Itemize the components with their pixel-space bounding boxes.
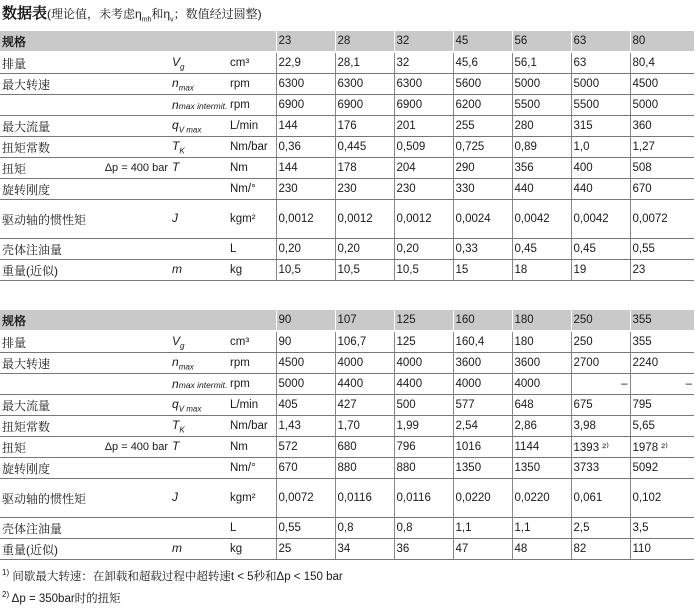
cell-value: 28,1: [335, 52, 394, 74]
cell-value: 34: [335, 539, 394, 560]
table-row: [0, 458, 694, 479]
table-row: [0, 158, 694, 179]
row-unit: L/min: [228, 116, 276, 137]
cell-value: 2700: [571, 353, 630, 374]
table-row: [0, 395, 694, 416]
cell-value: 5000: [276, 374, 335, 395]
row-symbol: [170, 331, 228, 353]
cell-value: 0,061: [571, 479, 630, 518]
symbol-subscript: K: [179, 425, 185, 435]
cell-value: 0,0116: [335, 479, 394, 518]
cell-value: 230: [335, 179, 394, 200]
cell-value: 5000: [571, 74, 630, 95]
cell-value: 0,445: [335, 137, 394, 158]
cell-value: 0,102: [630, 479, 694, 518]
symbol-subscript: g: [180, 62, 185, 72]
size-header: 355: [630, 310, 694, 331]
cell-value: 180: [512, 331, 571, 353]
cell-value: 1,27: [630, 137, 694, 158]
row-name: 扭矩: [0, 437, 100, 458]
cell-value: 648: [512, 395, 571, 416]
cell-value: 6900: [335, 95, 394, 116]
cell-value: 4000: [453, 374, 512, 395]
row-unit: rpm: [228, 374, 276, 395]
symbol-letter: m: [172, 261, 182, 276]
row-unit: Nm: [228, 437, 276, 458]
row-name: 壳体注油量: [0, 518, 100, 539]
size-header: 63: [571, 31, 630, 52]
footnote-1: $^{1)}$ 间歇最大转速：在卸载和超载过程中超转速t < 5秒和Δp < 150 bar: [2, 568, 343, 583]
row-symbol: [170, 137, 228, 158]
row-condition: [100, 518, 170, 539]
row-condition: [100, 353, 170, 374]
cell-value: 0,55: [630, 239, 694, 260]
cell-value: 18: [512, 260, 571, 281]
symbol-letter: n: [172, 354, 179, 369]
cell-value: 10,5: [394, 260, 453, 281]
row-name: 重量(近似): [0, 260, 100, 281]
symbol-subscript: V max: [178, 404, 202, 414]
cell-value: 796: [394, 437, 453, 458]
cell-value: 10,5: [335, 260, 394, 281]
table-row: [0, 137, 694, 158]
cell-value: 427: [335, 395, 394, 416]
cell-value: 82: [571, 539, 630, 560]
row-unit: Nm: [228, 158, 276, 179]
cell-value: 19: [571, 260, 630, 281]
cell-value: 880: [335, 458, 394, 479]
symbol-letter: n: [172, 377, 179, 391]
row-unit: kg: [228, 539, 276, 560]
cell-value: 4500: [630, 74, 694, 95]
title-main: 数据表: [2, 5, 48, 22]
symbol-subscript: K: [179, 146, 185, 156]
size-header: 56: [512, 31, 571, 52]
row-symbol: [170, 260, 228, 281]
cell-value: 572: [276, 437, 335, 458]
cell-value: 1,0: [571, 137, 630, 158]
cell-value: 577: [453, 395, 512, 416]
cell-value: 280: [512, 116, 571, 137]
row-unit: rpm: [228, 74, 276, 95]
cell-value: 675: [571, 395, 630, 416]
symbol-letter: n: [172, 98, 179, 112]
row-condition: [100, 458, 170, 479]
symbol-letter: J: [172, 489, 178, 504]
cell-value: 1,1: [453, 518, 512, 539]
cell-value: 0,0220: [512, 479, 571, 518]
table-row: [0, 239, 694, 260]
size-header: 160: [453, 310, 512, 331]
cell-value: 680: [335, 437, 394, 458]
symbol-sub-text: max intermit.: [178, 101, 228, 111]
cell-value: 47: [453, 539, 512, 560]
row-name: [0, 374, 100, 395]
table-row: [0, 353, 694, 374]
cell-value: 1,43: [276, 416, 335, 437]
cell-value: 500: [394, 395, 453, 416]
cell-value: 795: [630, 395, 694, 416]
row-name: 扭矩常数: [0, 416, 100, 437]
cell-value: 3600: [512, 353, 571, 374]
cell-value: 1350: [453, 458, 512, 479]
cell-value: 315: [571, 116, 630, 137]
cell-value: 6200: [453, 95, 512, 116]
row-condition: [100, 137, 170, 158]
cell-value: 0,33: [453, 239, 512, 260]
size-header: 45: [453, 31, 512, 52]
cell-value: 4400: [335, 374, 394, 395]
cell-value: 5,65: [630, 416, 694, 437]
row-symbol: [170, 518, 228, 539]
row-condition: Δp = 400 bar: [100, 437, 170, 458]
row-condition: [100, 74, 170, 95]
cell-value: 440: [571, 179, 630, 200]
cell-value: 0,0072: [630, 200, 694, 239]
cell-value: 360: [630, 116, 694, 137]
cell-value: 4000: [335, 353, 394, 374]
cell-value: 6900: [394, 95, 453, 116]
cell-value: 0,55: [276, 518, 335, 539]
cell-value: 5000: [512, 74, 571, 95]
row-name: [0, 95, 100, 116]
symbol-subscript: [179, 380, 228, 390]
symbol-letter: T: [172, 159, 180, 174]
cell-value: 1350: [512, 458, 571, 479]
cell-value: 670: [276, 458, 335, 479]
row-symbol: [170, 95, 228, 116]
symbol-letter: n: [172, 75, 179, 90]
cell-value: 110: [630, 539, 694, 560]
row-unit: Nm/°: [228, 458, 276, 479]
cell-value: 0,89: [512, 137, 571, 158]
cell-value: 3733: [571, 458, 630, 479]
row-unit: L: [228, 239, 276, 260]
symbol-letter: V: [172, 54, 181, 69]
cell-value: 1016: [453, 437, 512, 458]
row-symbol: [170, 353, 228, 374]
row-condition: [100, 200, 170, 239]
symbol-footnote-mark: [227, 99, 228, 107]
cell-value: 63: [571, 52, 630, 74]
row-unit: Nm/bar: [228, 416, 276, 437]
cell-value: –: [630, 374, 694, 395]
size-header: 90: [276, 310, 335, 331]
cell-value: 230: [276, 179, 335, 200]
cell-value: 10,5: [276, 260, 335, 281]
table-row: [0, 331, 694, 353]
row-condition: [100, 239, 170, 260]
row-name: 重量(近似): [0, 539, 100, 560]
size-header: 180: [512, 310, 571, 331]
row-unit: rpm: [228, 353, 276, 374]
symbol-letter: q: [172, 396, 179, 411]
row-condition: Δp = 400 bar: [100, 158, 170, 179]
cell-value: 201: [394, 116, 453, 137]
header-label: 规格: [0, 31, 276, 52]
row-condition: [100, 539, 170, 560]
table-row: [0, 374, 694, 395]
row-symbol: [170, 239, 228, 260]
row-condition: [100, 95, 170, 116]
cell-value: 5092: [630, 458, 694, 479]
row-condition: [100, 479, 170, 518]
cell-value: 1,1: [512, 518, 571, 539]
cell-value: 106,7: [335, 331, 394, 353]
cell-value: 0,45: [571, 239, 630, 260]
spec-table-2: [0, 310, 694, 560]
table-header-row: [0, 31, 694, 52]
symbol-letter: J: [172, 210, 178, 225]
size-header: 23: [276, 31, 335, 52]
row-symbol: [170, 179, 228, 200]
cell-value: 5000: [630, 95, 694, 116]
row-unit: Nm/bar: [228, 137, 276, 158]
cell-value: 204: [394, 158, 453, 179]
cell-value: 80,4: [630, 52, 694, 74]
cell-value: 1144: [512, 437, 571, 458]
row-unit: cm³: [228, 52, 276, 74]
cell-value: 1978 ²⁾: [630, 437, 694, 458]
cell-value: 0,0042: [512, 200, 571, 239]
size-header: 80: [630, 31, 694, 52]
symbol-subscript: V max: [178, 125, 202, 135]
row-unit: L: [228, 518, 276, 539]
row-condition: [100, 116, 170, 137]
symbol-letter: T: [172, 138, 180, 153]
row-symbol: [170, 395, 228, 416]
row-name: 旋转刚度: [0, 179, 100, 200]
row-unit: Nm/°: [228, 179, 276, 200]
footnotes: [2, 564, 343, 608]
title-subtitle: (理论值，未考虑$\eta_{mh}$和$\eta_v$；数值经过圆整): [47, 7, 262, 24]
cell-value: 508: [630, 158, 694, 179]
cell-value: 4000: [394, 353, 453, 374]
cell-value: 1,70: [335, 416, 394, 437]
row-name: 最大转速: [0, 353, 100, 374]
cell-value: 6300: [276, 74, 335, 95]
symbol-subscript: max: [178, 362, 194, 372]
table-row: [0, 74, 694, 95]
cell-value: 176: [335, 116, 394, 137]
cell-value: 0,20: [276, 239, 335, 260]
table-row: [0, 539, 694, 560]
cell-value: 1,99: [394, 416, 453, 437]
cell-value: 15: [453, 260, 512, 281]
cell-value: –: [571, 374, 630, 395]
row-unit: kg: [228, 260, 276, 281]
row-name: 排量: [0, 331, 100, 353]
cell-value: 0,8: [335, 518, 394, 539]
cell-value: 250: [571, 331, 630, 353]
row-condition: [100, 395, 170, 416]
cell-value: 6300: [394, 74, 453, 95]
row-name: 扭矩常数: [0, 137, 100, 158]
cell-value: 1393 ²⁾: [571, 437, 630, 458]
cell-value: 0,0220: [453, 479, 512, 518]
size-header: 28: [335, 31, 394, 52]
cell-value: 25: [276, 539, 335, 560]
row-name: 壳体注油量: [0, 239, 100, 260]
size-header: 125: [394, 310, 453, 331]
cell-value: 0,8: [394, 518, 453, 539]
cell-value: 144: [276, 158, 335, 179]
table-row: [0, 95, 694, 116]
symbol-letter: V: [172, 333, 181, 348]
cell-value: 880: [394, 458, 453, 479]
cell-value: 45,6: [453, 52, 512, 74]
cell-value: 440: [512, 179, 571, 200]
row-unit: kgm²: [228, 200, 276, 239]
cell-value: 2,54: [453, 416, 512, 437]
header-label: 规格: [0, 310, 276, 331]
cell-value: 4400: [394, 374, 453, 395]
cell-value: 22,9: [276, 52, 335, 74]
cell-value: 3,5: [630, 518, 694, 539]
row-symbol: [170, 437, 228, 458]
table-row: [0, 52, 694, 74]
row-symbol: [170, 479, 228, 518]
cell-value: 0,36: [276, 137, 335, 158]
spec-table-1: [0, 31, 694, 281]
symbol-footnote-mark: [227, 378, 228, 386]
symbol-letter: T: [172, 417, 180, 432]
row-name: 最大转速: [0, 74, 100, 95]
cell-value: 400: [571, 158, 630, 179]
cell-value: 0,0072: [276, 479, 335, 518]
cell-value: 5600: [453, 74, 512, 95]
cell-value: 2240: [630, 353, 694, 374]
row-unit: L/min: [228, 395, 276, 416]
cell-value: 330: [453, 179, 512, 200]
table-header-row: [0, 310, 694, 331]
cell-value: 0,20: [335, 239, 394, 260]
cell-value: 0,0012: [394, 200, 453, 239]
cell-value: 178: [335, 158, 394, 179]
cell-value: 0,725: [453, 137, 512, 158]
cell-value: 5500: [571, 95, 630, 116]
row-condition: [100, 179, 170, 200]
row-name: 最大流量: [0, 395, 100, 416]
row-name: 最大流量: [0, 116, 100, 137]
cell-value: 56,1: [512, 52, 571, 74]
cell-value: 2,5: [571, 518, 630, 539]
cell-value: 125: [394, 331, 453, 353]
cell-value: 356: [512, 158, 571, 179]
row-unit: cm³: [228, 331, 276, 353]
footnote-2: $^{2)}$ Δp = 350bar时的扭矩: [2, 589, 121, 605]
cell-value: 0,0012: [335, 200, 394, 239]
cell-value: 670: [630, 179, 694, 200]
symbol-subscript: [179, 101, 228, 111]
cell-value: 405: [276, 395, 335, 416]
table-row: [0, 179, 694, 200]
cell-value: 2,86: [512, 416, 571, 437]
size-header: 107: [335, 310, 394, 331]
cell-value: 255: [453, 116, 512, 137]
table-row: [0, 116, 694, 137]
cell-value: 230: [394, 179, 453, 200]
cell-value: 0,45: [512, 239, 571, 260]
table-row: [0, 479, 694, 518]
cell-value: 3,98: [571, 416, 630, 437]
cell-value: 4500: [276, 353, 335, 374]
cell-value: 0,509: [394, 137, 453, 158]
row-symbol: [170, 458, 228, 479]
cell-value: 36: [394, 539, 453, 560]
cell-value: 0,0116: [394, 479, 453, 518]
cell-value: 3600: [453, 353, 512, 374]
row-condition: [100, 416, 170, 437]
row-condition: [100, 52, 170, 74]
cell-value: 290: [453, 158, 512, 179]
row-condition: [100, 331, 170, 353]
row-symbol: [170, 539, 228, 560]
cell-value: 0,0012: [276, 200, 335, 239]
cell-value: 6300: [335, 74, 394, 95]
symbol-sub-text: max intermit.: [178, 380, 228, 390]
row-symbol: [170, 374, 228, 395]
table-row: [0, 416, 694, 437]
symbol-subscript: g: [180, 341, 185, 351]
row-symbol: [170, 116, 228, 137]
row-name: 驱动轴的惯性矩: [0, 200, 100, 239]
table-row: [0, 200, 694, 239]
row-symbol: [170, 74, 228, 95]
cell-value: 48: [512, 539, 571, 560]
cell-value: 5500: [512, 95, 571, 116]
row-name: 驱动轴的惯性矩: [0, 479, 100, 518]
cell-value: 23: [630, 260, 694, 281]
row-unit: kgm²: [228, 479, 276, 518]
row-symbol: [170, 200, 228, 239]
cell-value: 355: [630, 331, 694, 353]
page-title: [2, 2, 262, 23]
cell-value: 0,20: [394, 239, 453, 260]
symbol-letter: m: [172, 540, 182, 555]
row-unit: rpm: [228, 95, 276, 116]
cell-value: 0,0042: [571, 200, 630, 239]
row-name: 排量: [0, 52, 100, 74]
cell-value: 6900: [276, 95, 335, 116]
symbol-letter: q: [172, 117, 179, 132]
row-condition: [100, 260, 170, 281]
size-header: 250: [571, 310, 630, 331]
row-name: 扭矩: [0, 158, 100, 179]
cell-value: 144: [276, 116, 335, 137]
cell-value: 90: [276, 331, 335, 353]
row-symbol: [170, 416, 228, 437]
table-row: [0, 260, 694, 281]
cell-value: 32: [394, 52, 453, 74]
table-row: [0, 437, 694, 458]
row-name: 旋转刚度: [0, 458, 100, 479]
table-row: [0, 518, 694, 539]
row-condition: [100, 374, 170, 395]
symbol-letter: T: [172, 438, 180, 453]
cell-value: 0,0024: [453, 200, 512, 239]
cell-value: 160,4: [453, 331, 512, 353]
row-symbol: [170, 52, 228, 74]
cell-value: 4000: [512, 374, 571, 395]
size-header: 32: [394, 31, 453, 52]
symbol-subscript: max: [178, 83, 194, 93]
row-symbol: [170, 158, 228, 179]
